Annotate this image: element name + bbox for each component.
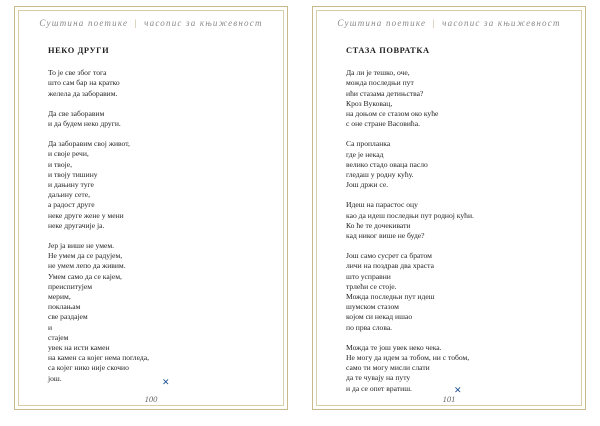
poem-line: што сам бар на кратко [48, 78, 120, 88]
poem-line: Идеш на парастос оцу [346, 200, 418, 210]
page-number: 100 [144, 394, 158, 404]
poem-line: Можда те још увек неко чека. [346, 342, 442, 352]
poem-line: и твоју тишину [48, 169, 98, 179]
poem-line: Можда последњи пут идеш [346, 292, 435, 302]
poem-stanzas [48, 68, 272, 384]
poem-line: гледаш у родну кућу. [346, 170, 414, 180]
header-journal-name: Суштина поетике [337, 18, 427, 28]
stanza [346, 251, 570, 333]
poem-line: што усправни [346, 271, 391, 281]
poem-line: преиспитујем [48, 281, 93, 291]
header-journal-name: Суштина поетике [39, 18, 129, 28]
poem-title: НЕКО ДРУГИ [48, 46, 110, 55]
poem-line: Не умем да се радујем, [48, 251, 123, 261]
poem-line: Да ли је тешко, оче, [346, 68, 410, 78]
left-page [14, 6, 288, 410]
poem-line: Да заборавим свој живот, [48, 139, 130, 149]
poem-line: само ти могу мисли слати [346, 363, 430, 373]
poem-line: даљину сете, [48, 190, 90, 200]
poem-line: То је све због тога [48, 68, 107, 78]
poem-line: и да се опет вратиш. [346, 383, 412, 393]
poem-line: можда последњи пут [346, 78, 414, 88]
poem-line: Са пропланка [346, 139, 391, 149]
poem-line: Ко ће те дочекивати [346, 220, 411, 230]
stanza [48, 109, 272, 129]
poem-line: Још држи се. [346, 180, 389, 190]
header-subtitle: часопис за књижевност [442, 18, 561, 28]
poem-line: Још само сусрет са братом [346, 251, 432, 261]
poem-line: кад никог више не буде? [346, 231, 425, 241]
poem-line: неке другачије ја. [48, 220, 105, 230]
poem-line: још. [48, 373, 62, 383]
stanza [346, 139, 570, 190]
poem-line: шумском стазом [346, 302, 399, 312]
running-header [14, 18, 288, 28]
poem-line: Не могу да идем за тобом, ни с тобом, [346, 353, 470, 363]
poem-line: неке друге жене у мени [48, 210, 124, 220]
poem-line: где је некад [346, 149, 384, 159]
poem-line: са којег нико није скочио [48, 363, 129, 373]
poem-line: увек на исти камен [48, 343, 110, 353]
poem-line: мерим, [48, 292, 71, 302]
poem-line: и [48, 322, 53, 332]
poem-line: и своје речи, [48, 149, 89, 159]
stanza [48, 139, 272, 231]
poem-line: којом си некад ишао [346, 312, 413, 322]
poem-line: поклањам [48, 302, 81, 312]
poem-line: ићи стазама детињства? [346, 88, 424, 98]
poem-line: личи на поздрав два храста [346, 261, 434, 271]
poem-line: и да будем неко други. [48, 119, 121, 129]
right-page [312, 6, 586, 410]
poem-line: на камен са којег нема погледа, [48, 353, 149, 363]
stanza [346, 68, 570, 129]
poem-title: СТАЗА ПОВРАТКА [346, 46, 430, 55]
stanza [346, 200, 570, 241]
poem-line: Кроз Вуковац, [346, 98, 393, 108]
poem-line: да те чувају на путу [346, 373, 411, 383]
stanza [48, 68, 272, 99]
poem-line: велико стадо оваца пасло [346, 159, 428, 169]
poem-line: не умем лепо да живим. [48, 261, 126, 271]
poem-line: Јер ја више не умем. [48, 241, 115, 251]
poem-line: и твоје, [48, 159, 72, 169]
poem-line: и дањину туге [48, 180, 94, 190]
poem [346, 46, 570, 404]
poem-line: трлећи се стоје. [346, 281, 397, 291]
poem [48, 46, 272, 394]
page-number: 101 [442, 394, 456, 404]
poem-stanzas [346, 68, 570, 394]
poem-line: као да идеш последњи пут родној кући. [346, 210, 474, 220]
poem-line: Умем само да се кајем, [48, 271, 122, 281]
poem-line: а радост друге [48, 200, 95, 210]
poem-line: желела да заборавим. [48, 88, 118, 98]
header-separator: | [134, 18, 138, 28]
poem-line: Да све заборавим [48, 108, 105, 118]
poem-line: по прва слова. [346, 322, 393, 332]
header-subtitle: часопис за књижевност [144, 18, 263, 28]
poem-line: с оне стране Васовића. [346, 119, 420, 129]
poem-line: све раздајем [48, 312, 88, 322]
running-header [312, 18, 586, 28]
poem-line: стајем [48, 332, 69, 342]
ornament-icon: ✕ [162, 377, 169, 387]
poem-line: на доњом се стазом око куће [346, 109, 439, 119]
header-separator: | [432, 18, 436, 28]
stanza [48, 241, 272, 384]
ornament-icon: ✕ [454, 385, 461, 395]
